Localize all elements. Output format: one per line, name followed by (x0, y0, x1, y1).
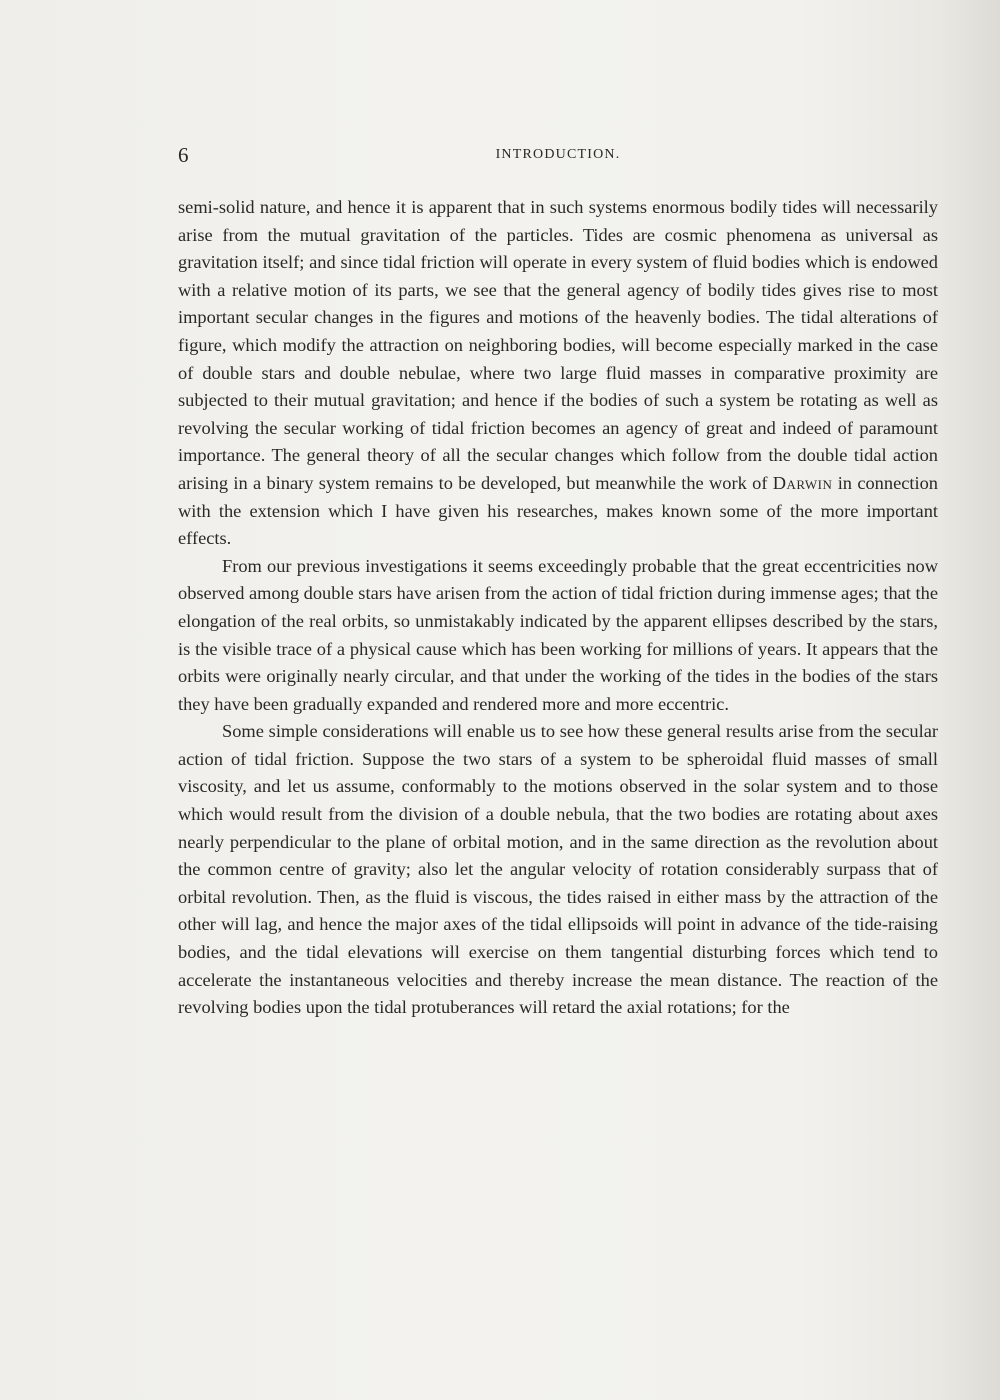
running-head: INTRODUCTION. (495, 147, 621, 162)
paragraph-1-text-before: semi-solid nature, and hence it is apparent that in such systems enormous bodily tides will necessarily arise from the mutual gravitation of the particles. Tides are cosmic phenomena as universal as gravitation itself; and since tidal friction will operate in every system of fluid bodies which is endowed with a relative motion of its parts, we see that the general agency of bodily tides gives rise to most important secular changes in the figures and motions of the heavenly bodies. The tidal alterations of figure, which modify the attraction on neighboring bodies, will become especially marked in the case of double stars and double nebulae, where two large fluid masses in comparative proximity are subjected to their mutual gravitation; and hence if the bodies of such a system be rotating as well as revolving the secular working of tidal friction becomes an agency of great and indeed of paramount importance. The general theory of all the secular changes which follow from the double tidal action arising in a binary system remains to be developed, but meanwhile the work of (178, 197, 938, 493)
cited-author-name: Darwin (772, 472, 833, 493)
page-header (178, 140, 938, 170)
body-text (178, 194, 938, 1022)
paragraph-3: Some simple considerations will enable us to see how these general results arise from the secular action of tidal friction. Suppose the two stars of a system to be spheroidal fluid masses of small viscosity, and let us assume, conformably to the motions observed in the solar system and to those which would result from the division of a double nebula, that the two bodies are rotating about axes nearly perpendicular to the plane of orbital motion, and in the same direction as the revolution about the common centre of gravity; also let the angular velocity of rotation considerably surpass that of orbital revolution. Then, as the fluid is viscous, the tides raised in either mass by the attraction of the other will lag, and hence the major axes of the tidal ellipsoids will point in advance of the tide-raising bodies, and the tidal elevations will exercise on them tangential disturbing forces which tend to accelerate the instantaneous velocities and thereby increase the mean distance. The reaction of the revolving bodies upon the tidal protuberances will retard the axial rotations; for the (178, 721, 938, 1018)
paragraph-2: From our previous investigations it seems exceedingly probable that the great eccentricities now observed among double stars have arisen from the action of tidal friction during immense ages; that the elongation of the real orbits, so unmistakably indicated by the apparent ellipses described by the stars, is the visible trace of a physical cause which has been working for millions of years. It appears that the orbits were originally nearly circular, and that under the working of the tides in the bodies of the stars they have been gradually expanded and rendered more and more eccentric. (178, 555, 938, 714)
paragraph-1 (178, 194, 938, 553)
page-number: 6 (178, 143, 189, 167)
paragraph-1-text-after: in connection with the extension which I have given his researches, makes known some of the more important effects. (178, 472, 939, 549)
